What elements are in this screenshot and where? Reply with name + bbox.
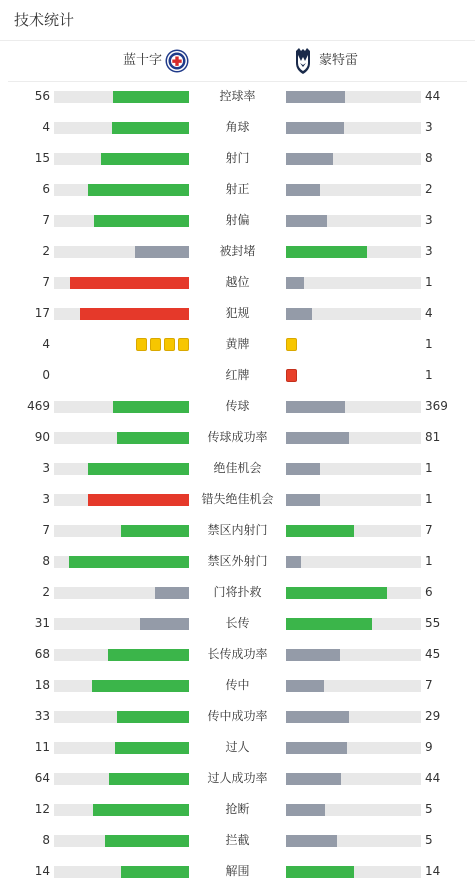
away-bar-track (286, 494, 421, 506)
stat-label: 过人成功率 (207, 771, 268, 785)
away-bar-fill (286, 184, 320, 196)
away-bar-track (286, 215, 421, 227)
home-bar-track (54, 494, 189, 506)
away-bar-track (286, 463, 421, 475)
home-bar-track (54, 246, 189, 258)
home-bar-fill (115, 742, 189, 754)
stat-label: 传中 (225, 678, 250, 692)
stat-label: 红牌 (225, 368, 250, 382)
away-stat-value: 1 (425, 492, 433, 506)
away-stat-value: 55 (425, 616, 441, 630)
away-bar-fill (286, 494, 320, 506)
away-stat-value: 5 (425, 802, 433, 816)
home-bar-track (54, 525, 189, 537)
stat-row (0, 857, 475, 888)
home-bar-track (54, 556, 189, 568)
home-stat-value: 3 (42, 461, 50, 475)
away-stat-value: 3 (425, 120, 433, 134)
away-bar-track (286, 742, 421, 754)
stat-label: 传中成功率 (207, 709, 268, 723)
away-bar-fill (286, 866, 354, 878)
away-bar-track (286, 184, 421, 196)
stat-label: 解围 (225, 864, 250, 878)
page-title: 技术统计 (14, 11, 75, 29)
away-bar-fill (286, 401, 345, 413)
home-bar-track (54, 742, 189, 754)
home-stat-value: 2 (42, 244, 50, 258)
home-bar-track (54, 463, 189, 475)
away-bar-fill (286, 618, 372, 630)
home-bar-track (54, 153, 189, 165)
home-stat-value: 7 (42, 523, 50, 537)
stat-row (0, 175, 475, 206)
stat-row (0, 516, 475, 547)
away-bar-fill (286, 215, 327, 227)
red-card-icon (286, 369, 297, 382)
home-bar-fill (113, 401, 189, 413)
away-stat-value: 5 (425, 833, 433, 847)
stat-row (0, 640, 475, 671)
home-stat-value: 68 (34, 647, 50, 661)
home-stat-value: 7 (42, 275, 50, 289)
away-bar-track (286, 246, 421, 258)
away-bar-fill (286, 122, 344, 134)
home-stat-value: 3 (42, 492, 50, 506)
home-stat-value: 8 (42, 833, 50, 847)
stat-label: 绝佳机会 (213, 461, 262, 475)
home-stat-value: 12 (34, 802, 50, 816)
home-bar-track (54, 215, 189, 227)
away-stat-value: 1 (425, 461, 433, 475)
stat-label: 门将扑救 (213, 585, 262, 599)
away-bar-track (286, 401, 421, 413)
home-bar-fill (121, 866, 189, 878)
home-bar-fill (117, 711, 189, 723)
away-bar-fill (286, 277, 304, 289)
away-bar-track (286, 525, 421, 537)
stat-row (0, 144, 475, 175)
home-bar-track (54, 866, 189, 878)
home-bar-fill (94, 215, 189, 227)
stat-label: 越位 (225, 275, 250, 289)
stat-row (0, 826, 475, 857)
away-bar-fill (286, 742, 347, 754)
away-stat-value: 7 (425, 523, 433, 537)
away-stat-value: 44 (425, 89, 441, 103)
home-bar-fill (109, 773, 189, 785)
stat-label: 过人 (225, 740, 250, 754)
away-bar-fill (286, 556, 301, 568)
stat-row (0, 206, 475, 237)
home-bar-fill (80, 308, 189, 320)
away-stat-value: 29 (425, 709, 441, 723)
stat-row (0, 609, 475, 640)
away-stat-value: 7 (425, 678, 433, 692)
home-bar-track (54, 649, 189, 661)
away-bar-track (286, 649, 421, 661)
home-bar-fill (105, 835, 189, 847)
away-bar-fill (286, 463, 320, 475)
away-bar-fill (286, 649, 340, 661)
home-stat-value: 2 (42, 585, 50, 599)
away-bar-track (286, 866, 421, 878)
away-bar-track (286, 122, 421, 134)
home-bar-fill (69, 556, 189, 568)
home-stat-value: 7 (42, 213, 50, 227)
teams-header (0, 41, 475, 81)
home-bar-fill (113, 91, 189, 103)
stat-label: 错失绝佳机会 (201, 492, 274, 506)
away-bar-fill (286, 91, 345, 103)
home-stat-value: 15 (34, 151, 50, 165)
home-bar-fill (155, 587, 189, 599)
home-bar-fill (88, 494, 189, 506)
away-bar-fill (286, 835, 337, 847)
away-bar-fill (286, 525, 354, 537)
home-bar-fill (70, 277, 189, 289)
stat-row (0, 795, 475, 826)
home-bar-track (54, 277, 189, 289)
yellow-card-icon (178, 338, 189, 351)
stat-label: 黄牌 (225, 337, 250, 351)
away-bar-fill (286, 432, 349, 444)
away-stat-value: 2 (425, 182, 433, 196)
away-bar-fill (286, 680, 324, 692)
home-bar-track (54, 587, 189, 599)
stat-label: 犯规 (225, 306, 250, 320)
away-stat-value: 4 (425, 306, 433, 320)
yellow-card-icon (286, 338, 297, 351)
home-bar-fill (88, 463, 189, 475)
home-bar-track (54, 184, 189, 196)
home-bar-fill (108, 649, 189, 661)
home-bar-fill (117, 432, 189, 444)
home-stat-value: 64 (34, 771, 50, 785)
home-stat-value: 4 (42, 337, 50, 351)
away-bar-fill (286, 711, 349, 723)
away-bar-track (286, 618, 421, 630)
stat-row (0, 671, 475, 702)
stat-label: 传球 (225, 399, 250, 413)
away-stat-value: 8 (425, 151, 433, 165)
away-bar-fill (286, 308, 312, 320)
stat-row (0, 299, 475, 330)
away-bar-track (286, 556, 421, 568)
home-bar-fill (101, 153, 189, 165)
away-stat-value: 3 (425, 244, 433, 258)
away-cards (286, 369, 297, 382)
away-bar-fill (286, 773, 341, 785)
away-stat-value: 44 (425, 771, 441, 785)
home-stat-value: 6 (42, 182, 50, 196)
away-bar-fill (286, 153, 333, 165)
stats-list (0, 82, 475, 888)
home-bar-track (54, 432, 189, 444)
home-stat-value: 14 (34, 864, 50, 878)
away-bar-track (286, 91, 421, 103)
stat-label: 长传成功率 (207, 647, 268, 661)
yellow-card-icon (136, 338, 147, 351)
home-bar-track (54, 711, 189, 723)
home-stat-value: 11 (34, 740, 50, 754)
stat-row (0, 764, 475, 795)
away-stat-value: 369 (425, 399, 448, 413)
stat-label: 射门 (225, 151, 250, 165)
stat-row (0, 82, 475, 113)
away-stat-value: 1 (425, 368, 433, 382)
home-stat-value: 33 (34, 709, 50, 723)
away-team-name: 蒙特雷 (319, 53, 359, 68)
away-stat-value: 81 (425, 430, 441, 444)
stat-label: 抢断 (225, 802, 250, 816)
stat-row (0, 392, 475, 423)
home-stat-value: 0 (42, 368, 50, 382)
away-bar-track (286, 587, 421, 599)
home-stat-value: 56 (34, 89, 50, 103)
stat-row (0, 733, 475, 764)
stat-label: 射正 (225, 182, 250, 196)
away-stat-value: 45 (425, 647, 441, 661)
away-stat-value: 14 (425, 864, 441, 878)
home-bar-track (54, 122, 189, 134)
stat-row (0, 268, 475, 299)
home-bar-fill (88, 184, 189, 196)
away-stat-value: 3 (425, 213, 433, 227)
stat-label: 角球 (225, 120, 250, 134)
home-stat-value: 31 (34, 616, 50, 630)
away-cards (286, 338, 297, 351)
home-bar-track (54, 91, 189, 103)
home-stat-value: 90 (34, 430, 50, 444)
home-bar-fill (112, 122, 189, 134)
home-bar-track (54, 773, 189, 785)
away-stat-value: 9 (425, 740, 433, 754)
home-team-name: 蓝十字 (122, 53, 162, 68)
stat-label: 传球成功率 (207, 430, 268, 444)
yellow-card-icon (150, 338, 161, 351)
yellow-card-icon (164, 338, 175, 351)
home-stat-value: 4 (42, 120, 50, 134)
home-bar-track (54, 680, 189, 692)
away-bar-fill (286, 246, 367, 258)
stat-label: 控球率 (219, 89, 256, 103)
stat-row (0, 113, 475, 144)
away-bar-track (286, 711, 421, 723)
home-bar-fill (121, 525, 189, 537)
stat-row (0, 485, 475, 516)
stat-label: 禁区内射门 (207, 523, 268, 537)
away-bar-track (286, 308, 421, 320)
stat-label: 长传 (225, 616, 250, 630)
home-stat-value: 8 (42, 554, 50, 568)
home-stat-value: 18 (34, 678, 50, 692)
stat-label: 禁区外射门 (207, 554, 268, 568)
away-bar-track (286, 277, 421, 289)
cruz-azul-crest-icon (165, 49, 189, 73)
stat-label: 拦截 (225, 833, 250, 847)
home-bar-fill (92, 680, 189, 692)
away-stat-value: 1 (425, 275, 433, 289)
home-bar-fill (140, 618, 189, 630)
away-bar-fill (286, 804, 325, 816)
home-bar-track (54, 308, 189, 320)
away-stat-value: 1 (425, 337, 433, 351)
stat-label: 射偏 (225, 213, 250, 227)
away-bar-track (286, 153, 421, 165)
home-stat-value: 17 (34, 306, 50, 320)
stat-row (0, 423, 475, 454)
home-bar-track (54, 835, 189, 847)
stat-row (0, 237, 475, 268)
home-bar-fill (135, 246, 189, 258)
stat-row (0, 330, 475, 361)
home-stat-value: 469 (27, 399, 50, 413)
home-bar-track (54, 401, 189, 413)
home-cards (136, 338, 189, 351)
stat-row (0, 702, 475, 733)
home-bar-track (54, 618, 189, 630)
stat-row (0, 578, 475, 609)
stat-row (0, 361, 475, 392)
away-bar-fill (286, 587, 387, 599)
away-bar-track (286, 680, 421, 692)
away-bar-track (286, 804, 421, 816)
home-bar-fill (93, 804, 189, 816)
away-bar-track (286, 773, 421, 785)
home-bar-track (54, 804, 189, 816)
stat-row (0, 547, 475, 578)
away-stat-value: 1 (425, 554, 433, 568)
stat-label: 被封堵 (219, 244, 256, 258)
stat-row (0, 454, 475, 485)
monterrey-crest-icon (293, 48, 313, 74)
away-bar-track (286, 432, 421, 444)
away-stat-value: 6 (425, 585, 433, 599)
away-bar-track (286, 835, 421, 847)
